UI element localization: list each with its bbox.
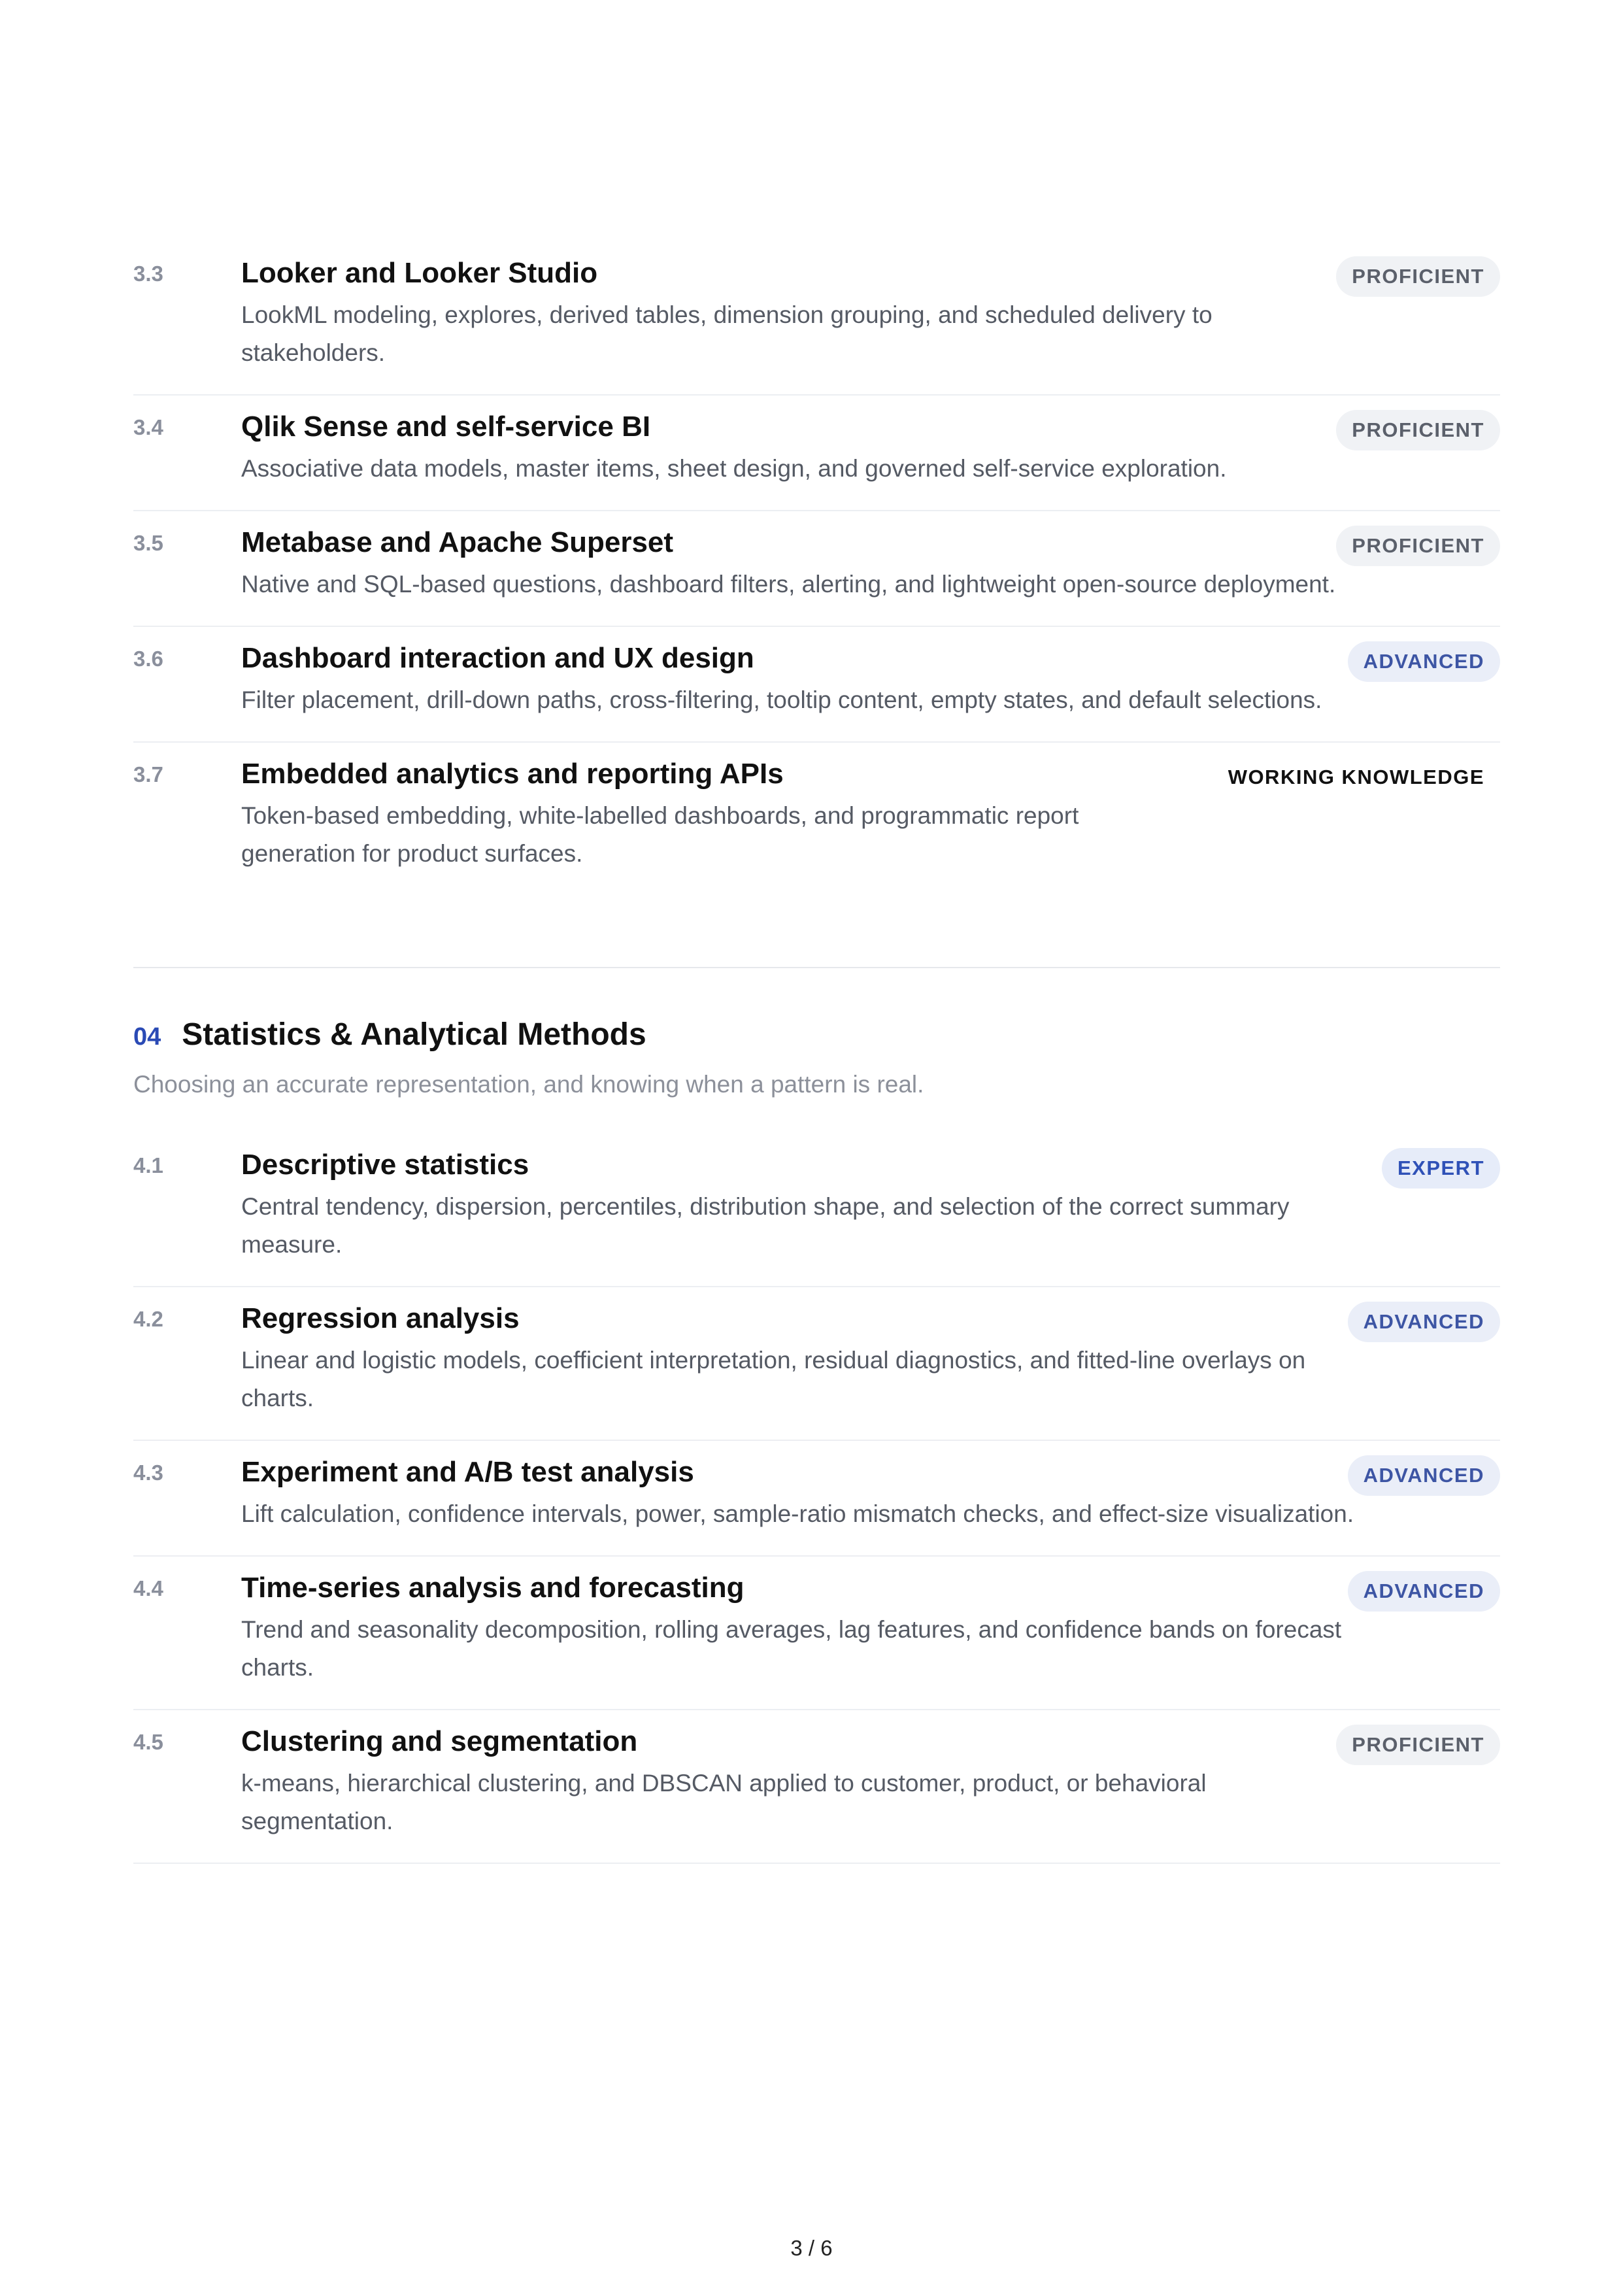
- item-description: Native and SQL-based questions, dashboard filters, alerting, and lightweight open-source deployment.: [241, 571, 1336, 598]
- level-badge: ADVANCED: [1348, 1455, 1500, 1496]
- item-number: 4.1: [133, 1153, 163, 1177]
- skill-item-4-1: [133, 1134, 1500, 1287]
- item-title: Qlik Sense and self-service BI: [241, 411, 651, 443]
- item-number: 4.2: [133, 1307, 163, 1331]
- level-badge: PROFICIENT: [1336, 1725, 1500, 1765]
- skill-item-3-6: [133, 627, 1500, 743]
- item-title: Dashboard interaction and UX design: [241, 642, 754, 674]
- skill-item-4-4: [133, 1557, 1500, 1710]
- item-title: Descriptive statistics: [241, 1149, 529, 1181]
- skill-item-3-7: [133, 743, 1500, 895]
- page-content: [133, 242, 1500, 1864]
- item-description: Token-based embedding, white-labelled dashboards, and programmatic report generation for product surfaces.: [241, 802, 1079, 867]
- item-description: Associative data models, master items, sheet design, and governed self-service exploration.: [241, 455, 1227, 482]
- page-number: 3 / 6: [790, 2236, 833, 2260]
- item-title: Clustering and segmentation: [241, 1725, 638, 1757]
- item-title: Looker and Looker Studio: [241, 257, 598, 289]
- skill-item-3-3: [133, 242, 1500, 396]
- item-title: Metabase and Apache Superset: [241, 526, 674, 558]
- item-description: Trend and seasonality decomposition, rolling averages, lag features, and confidence bands on forecast charts.: [241, 1616, 1342, 1681]
- section-divider: [133, 967, 1500, 968]
- item-description: Central tendency, dispersion, percentiles, distribution shape, and selection of the correct summary measure.: [241, 1193, 1290, 1258]
- section-3-list: [133, 242, 1500, 895]
- item-description: Lift calculation, confidence intervals, power, sample-ratio mismatch checks, and effect-size visualization.: [241, 1500, 1354, 1527]
- section-title: Statistics & Analytical Methods: [182, 1017, 646, 1052]
- section-number: 04: [133, 1023, 161, 1051]
- level-badge: ADVANCED: [1348, 641, 1500, 682]
- item-number: 3.3: [133, 262, 163, 286]
- item-description: Filter placement, drill-down paths, cross-filtering, tooltip content, empty states, and default selections.: [241, 686, 1322, 713]
- level-badge: EXPERT: [1382, 1148, 1500, 1189]
- item-number: 3.6: [133, 647, 163, 671]
- skill-item-4-2: [133, 1287, 1500, 1441]
- item-title: Embedded analytics and reporting APIs: [241, 758, 784, 790]
- skill-item-3-5: [133, 511, 1500, 627]
- item-title: Experiment and A/B test analysis: [241, 1456, 694, 1488]
- item-number: 4.5: [133, 1730, 163, 1754]
- level-badge: WORKING KNOWLEDGE: [1228, 766, 1484, 788]
- item-number: 3.4: [133, 415, 163, 439]
- item-description: LookML modeling, explores, derived tables, dimension grouping, and scheduled delivery to stakeholders.: [241, 301, 1213, 366]
- level-badge: PROFICIENT: [1336, 410, 1500, 450]
- level-badge: PROFICIENT: [1336, 256, 1500, 297]
- section-subtitle: Choosing an accurate representation, and knowing when a pattern is real.: [133, 1071, 924, 1098]
- item-number: 4.4: [133, 1576, 163, 1600]
- level-badge: PROFICIENT: [1336, 526, 1500, 566]
- item-description: Linear and logistic models, coefficient interpretation, residual diagnostics, and fitted-line overlays on charts.: [241, 1347, 1306, 1411]
- section-header: [133, 1017, 1500, 1053]
- level-badge: ADVANCED: [1348, 1571, 1500, 1612]
- item-number: 3.7: [133, 762, 163, 786]
- item-number: 3.5: [133, 531, 163, 555]
- item-title: Time-series analysis and forecasting: [241, 1572, 745, 1604]
- skill-item-4-3: [133, 1441, 1500, 1557]
- item-description: k-means, hierarchical clustering, and DBSCAN applied to customer, product, or behavioral segmentation.: [241, 1770, 1207, 1834]
- level-badge: ADVANCED: [1348, 1302, 1500, 1342]
- skill-item-3-4: [133, 396, 1500, 511]
- section-4-list: [133, 1134, 1500, 1864]
- item-title: Regression analysis: [241, 1302, 520, 1334]
- item-number: 4.3: [133, 1460, 163, 1485]
- skill-item-4-5: [133, 1710, 1500, 1864]
